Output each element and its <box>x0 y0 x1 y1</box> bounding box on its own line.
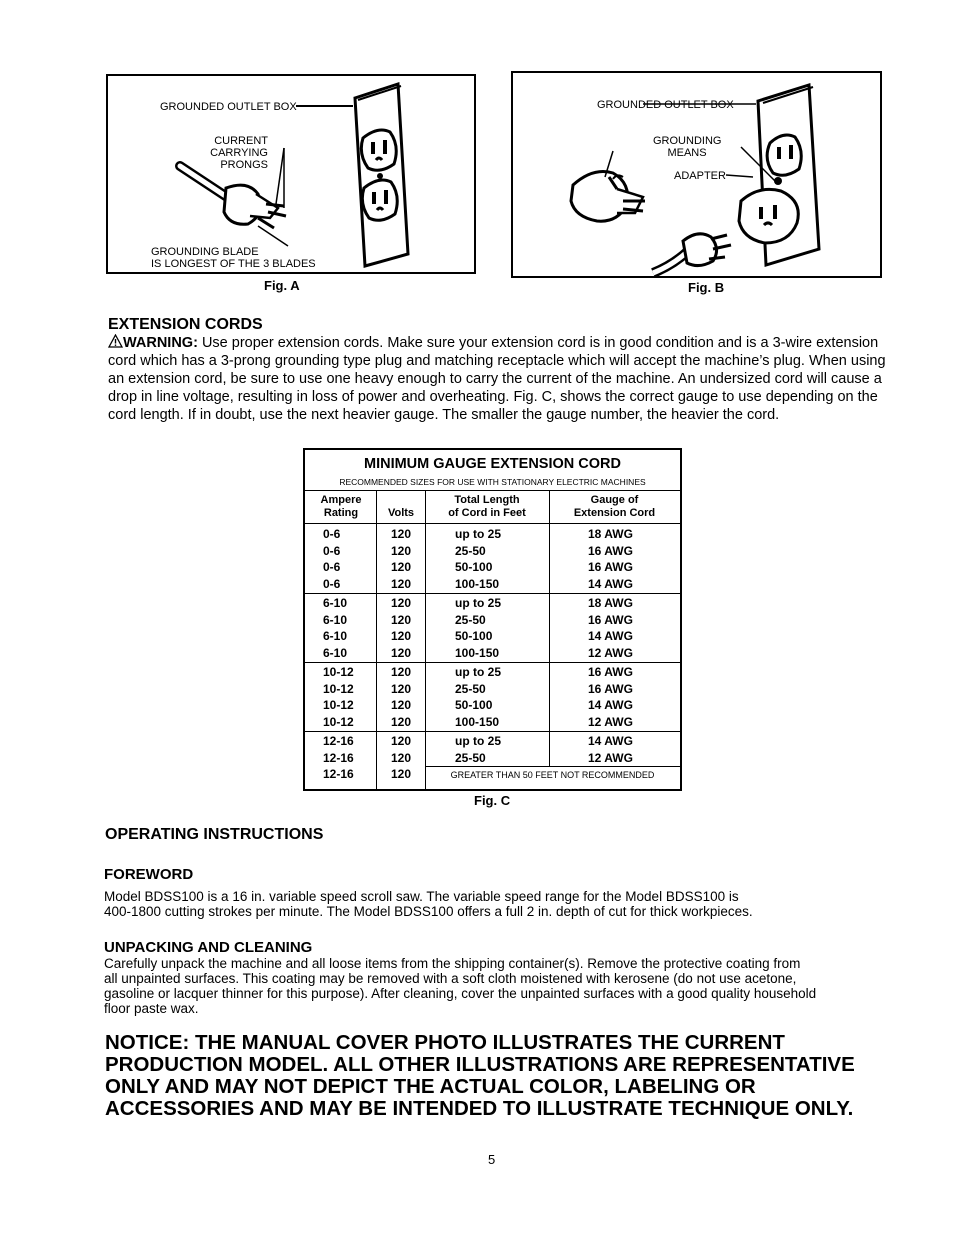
notice-line: NOTICE: THE MANUAL COVER PHOTO ILLUSTRATES THE CURRENT <box>105 1031 785 1054</box>
table-cell: 18 AWG <box>588 527 633 541</box>
group3-amps <box>323 664 354 730</box>
fig-a-label: Fig. A <box>264 278 300 293</box>
table-hline <box>305 523 680 524</box>
table-cell: 120 <box>391 629 412 643</box>
table-cell: 16 AWG <box>588 612 633 627</box>
unpacking-line: all unpainted surfaces. This coating may be removed with a soft cloth moistened with kerosene (do not use acetone, <box>104 971 797 986</box>
table-cell: 14 AWG <box>588 629 633 643</box>
table-cell: 6-10 <box>323 612 348 627</box>
fig-b-callout-grounding-means: GROUNDING MEANS <box>653 135 722 159</box>
fig-a-callout-grounding-blade: GROUNDING BLADE IS LONGEST OF THE 3 BLADES <box>151 246 316 270</box>
table-cell: 120 <box>391 750 412 765</box>
table-hline <box>305 662 680 663</box>
table-cell: 25-50 <box>455 681 486 696</box>
table-cell: 100-150 <box>455 576 500 591</box>
table-cell: 120 <box>391 560 412 574</box>
table-cell: 10-12 <box>323 681 354 696</box>
table-cell: 120 <box>391 767 412 781</box>
table-cell: 50-100 <box>455 560 493 574</box>
header-ampere: Ampere Rating <box>320 494 362 519</box>
operating-instructions-heading: OPERATING INSTRUCTIONS <box>105 826 324 843</box>
table-cell: 16 AWG <box>588 681 633 696</box>
figure-a <box>106 74 476 274</box>
table-cell: 10-12 <box>323 665 354 679</box>
table-cell: 120 <box>391 714 412 729</box>
group1-volts <box>391 526 411 592</box>
table-cell: 120 <box>391 612 412 627</box>
table-vline <box>376 490 377 789</box>
table-cell: 14 AWG <box>588 698 633 712</box>
table-cell: 16 AWG <box>588 560 633 574</box>
table-cell: up to 25 <box>455 665 502 679</box>
table-cell: up to 25 <box>455 527 502 541</box>
table-cell: 0-6 <box>323 527 341 541</box>
table-cell: 0-6 <box>323 576 341 591</box>
table-cell: 12-16 <box>323 750 354 765</box>
group1-gauges <box>588 526 633 592</box>
notice-line: ACCESSORIES AND MAY BE INTENDED TO ILLUSTRATE TECHNIQUE ONLY. <box>105 1097 854 1120</box>
notice-line: PRODUCTION MODEL. ALL OTHER ILLUSTRATIONS ARE REPRESENTATIVE <box>105 1053 855 1076</box>
table-cell: 12-16 <box>323 734 354 748</box>
extension-cords-paragraph <box>108 334 886 424</box>
foreword-line: Model BDSS100 is a 16 in. variable speed scroll saw. The variable speed range for the Model BDSS100 is <box>104 889 739 904</box>
table-cell: 50-100 <box>455 629 493 643</box>
table-hline <box>305 731 680 732</box>
table-cell: 12-16 <box>323 767 354 781</box>
page-number: 5 <box>488 1152 496 1167</box>
table-cell: 120 <box>391 645 412 660</box>
table-cell: 25-50 <box>455 750 486 765</box>
figure-b <box>511 71 882 278</box>
table-cell: 12 AWG <box>588 645 633 660</box>
table-cell: 16 AWG <box>588 543 633 558</box>
header-gauge: Gauge of Extension Cord <box>573 494 656 519</box>
table-cell: 120 <box>391 596 412 610</box>
fig-b-callout-adapter: ADAPTER <box>674 170 726 182</box>
table-cell: 120 <box>391 527 412 541</box>
group3-volts <box>391 664 411 730</box>
group2-lengths <box>455 595 501 661</box>
table-cell: 100-150 <box>455 645 500 660</box>
group2-gauges <box>588 595 633 661</box>
unpacking-heading: UNPACKING AND CLEANING <box>104 939 313 956</box>
table-cell: 25-50 <box>455 612 486 627</box>
group4-gauges <box>588 733 633 766</box>
table-cell: 6-10 <box>323 596 348 610</box>
table-cell: 120 <box>391 734 412 748</box>
table-cell: 50-100 <box>455 698 493 712</box>
table-cell: 14 AWG <box>588 576 633 591</box>
notice-line: ONLY AND MAY NOT DEPICT THE ACTUAL COLOR, LABELING OR <box>105 1075 756 1098</box>
fig-b-label: Fig. B <box>688 280 725 295</box>
table-cell: 10-12 <box>323 714 354 729</box>
group3-gauges <box>588 664 633 730</box>
table-cell: 25-50 <box>455 543 486 558</box>
extension-cords-body: Use proper extension cords. Make sure your extension cord is in good condition and is a 3-wire extension cord which has a 3-prong grounding type plug and matching receptacle which will accept the machine’s plug. When using an extension cord, be sure to use one heavy enough to carry the current of the machine. An undersized cord will cause a drop in line voltage, resulting in loss of power and overheating. Fig. C, shows the correct gauge to use depending on the cord length. If in doubt, use the next heavier gauge. The smaller the gauge number, the heavier the cord. <box>108 335 886 423</box>
foreword-line: 400-1800 cutting strokes per minute. The Model BDSS100 offers a full 2 in. depth of cut for thick workpieces. <box>104 904 753 919</box>
table-cell: 120 <box>391 698 412 712</box>
table-cell: 10-12 <box>323 698 354 712</box>
fig-a-callout-prongs: CURRENT CARRYING PRONGS <box>210 135 268 171</box>
unpacking-paragraph <box>104 956 914 1016</box>
warning-label: WARNING: <box>123 335 198 351</box>
table-cell: up to 25 <box>455 734 502 748</box>
table-cell: 18 AWG <box>588 596 633 610</box>
gauge-table <box>303 448 682 791</box>
fig-c-label: Fig. C <box>474 793 511 808</box>
table-hline <box>425 766 680 767</box>
group2-amps <box>323 595 347 661</box>
table-vline <box>549 490 550 766</box>
table-cell: 100-150 <box>455 714 500 729</box>
unpacking-line: gasoline or lacquer thinner for this purpose). After cleaning, cover the unpainted surfaces with a good quality household <box>104 986 817 1001</box>
group4-lengths <box>455 733 501 766</box>
table-cell: 16 AWG <box>588 665 633 679</box>
table-cell: 120 <box>391 576 412 591</box>
table-cell: 120 <box>391 665 412 679</box>
table-cell: 12 AWG <box>588 714 633 729</box>
table-cell: 0-6 <box>323 560 341 574</box>
foreword-heading: FOREWORD <box>104 866 194 883</box>
table-cell: 14 AWG <box>588 734 633 748</box>
table-cell: 6-10 <box>323 629 348 643</box>
fig-a-callout-outlet-box: GROUNDED OUTLET BOX <box>160 101 297 113</box>
warning-icon <box>108 334 123 348</box>
table-cell: 6-10 <box>323 645 348 660</box>
table-vline <box>425 490 426 789</box>
table-title: MINIMUM GAUGE EXTENSION CORD <box>364 456 621 472</box>
foreword-paragraph <box>104 889 904 919</box>
notice-block <box>105 1032 855 1120</box>
table-cell: 12 AWG <box>588 750 633 765</box>
group1-lengths <box>455 526 501 592</box>
table-divider <box>305 490 680 491</box>
unpacking-line: floor paste wax. <box>104 1001 199 1016</box>
group1-amps <box>323 526 340 592</box>
table-cell: 0-6 <box>323 543 341 558</box>
header-length: Total Length of Cord in Feet <box>448 494 526 519</box>
table-cell: 120 <box>391 543 412 558</box>
table-note: GREATER THAN 50 FEET NOT RECOMMENDED <box>450 770 655 780</box>
group4-amps <box>323 733 354 783</box>
group2-volts <box>391 595 411 661</box>
extension-cords-heading: EXTENSION CORDS <box>108 316 263 333</box>
header-volts: Volts <box>387 507 415 519</box>
unpacking-line: Carefully unpack the machine and all loose items from the shipping container(s). Remove the protective coating from <box>104 956 801 971</box>
group4-volts <box>391 733 411 783</box>
table-subtitle: RECOMMENDED SIZES FOR USE WITH STATIONARY ELECTRIC MACHINES <box>339 477 646 487</box>
table-cell: up to 25 <box>455 596 502 610</box>
table-hline <box>305 593 680 594</box>
table-cell: 120 <box>391 681 412 696</box>
group3-lengths <box>455 664 501 730</box>
fig-b-callout-outlet-box: GROUNDED OUTLET BOX <box>597 99 734 111</box>
